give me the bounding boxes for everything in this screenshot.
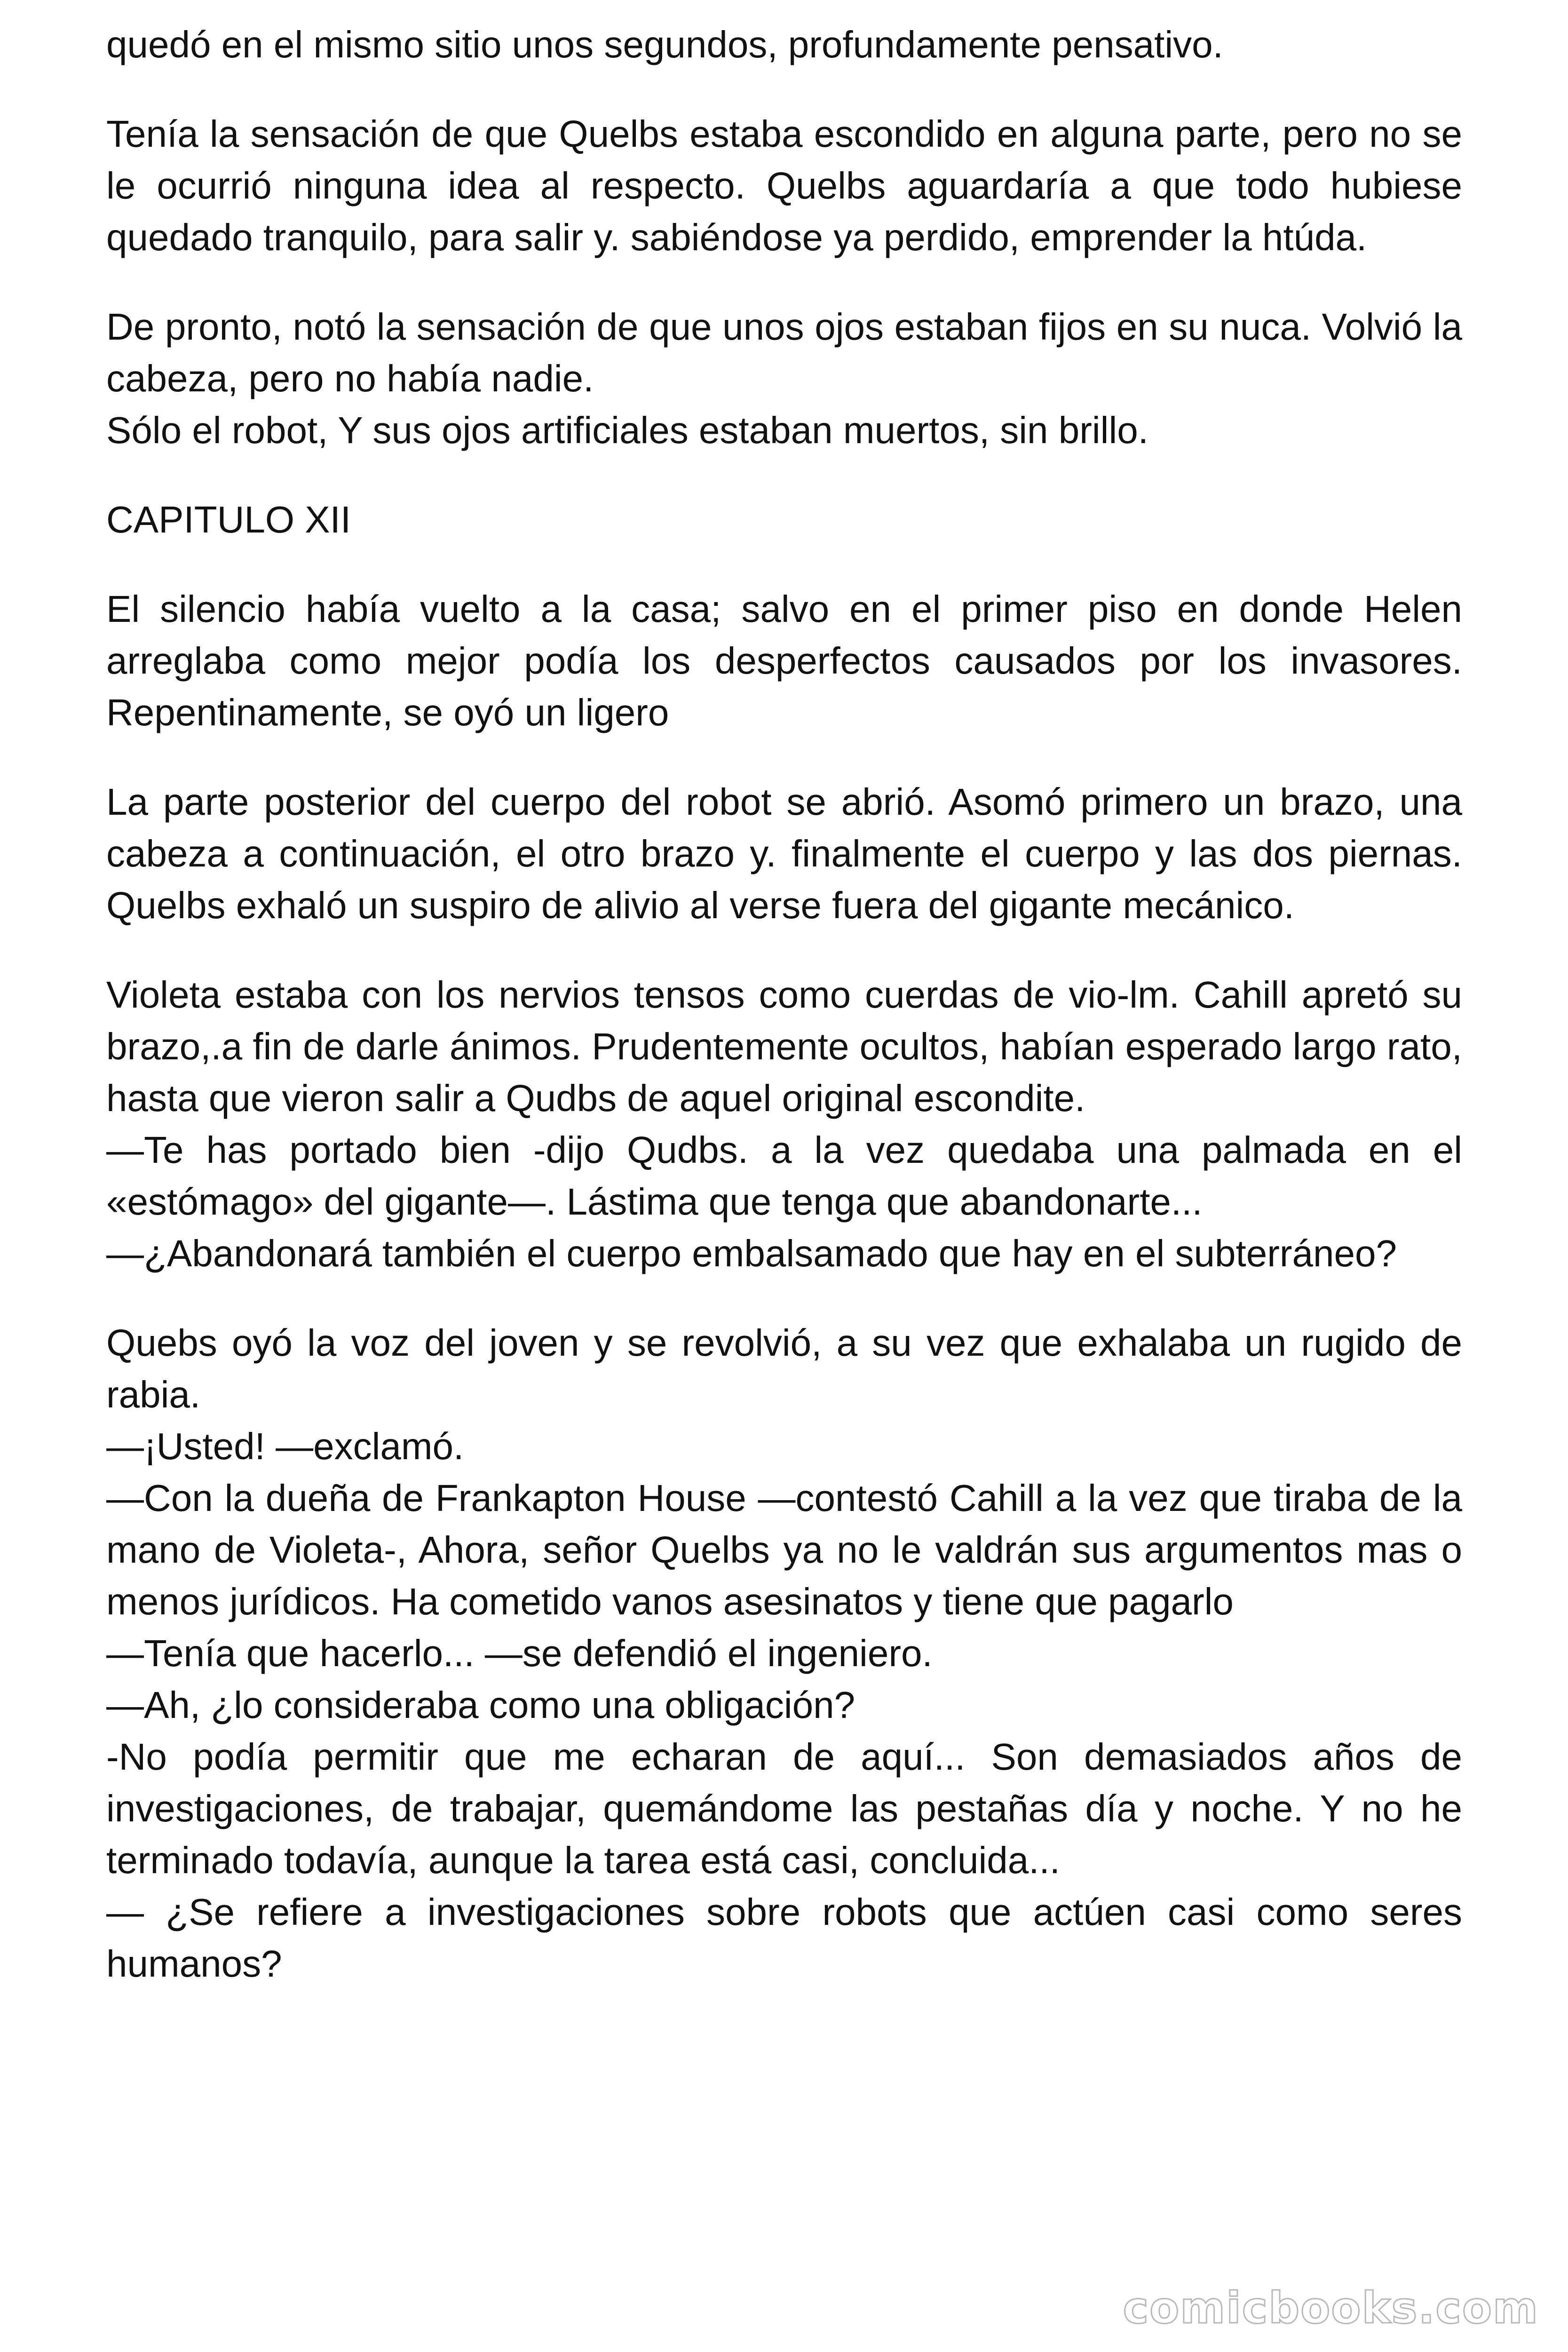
dialogue-line: -No podía permitir que me echaran de aquí... Son demasiados años de investigaciones, de trabajar, quemándome las pestañas día y noche. Y no he terminado todavía, aunque la tarea está casi, concluida... <box>106 1736 1462 1881</box>
text-line: Tenía la sensación de que Quelbs estaba escondido en alguna parte, pero no se le ocurrió ninguna idea al respecto. Quelbs aguardaría a que todo hubiese quedado tranquilo, para salir y. sabiéndose ya perdido, emprender la htúda. <box>106 113 1462 258</box>
text-line: La parte posterior del cuerpo del robot se abrió. Asomó primero un brazo, una cabeza a continuación, el otro brazo y. finalmente el cuerpo y las dos piernas. Quelbs exhaló un suspiro de alivio al verse fuera del gigante mecánico. <box>106 781 1462 926</box>
paragraph <box>106 19 1462 71</box>
text-line: Sólo el robot, Y sus ojos artificiales estaban muertos, sin brillo. <box>106 409 1148 451</box>
text-line: Quebs oyó la voz del joven y se revolvió, a su vez que exhalaba un rugido de rabia. <box>106 1322 1462 1415</box>
chapter-heading: CAPITULO XII <box>106 499 351 540</box>
paragraph <box>106 301 1462 456</box>
dialogue-line: —Con la dueña de Frankapton House —contestó Cahill a la vez que tiraba de la mano de Violeta-, Ahora, señor Quelbs ya no le valdrán sus argumentos mas o menos jurídicos. Ha cometido vanos asesinatos y tiene que pagarlo <box>106 1477 1462 1622</box>
text-line: Violeta estaba con los nervios tensos como cuerdas de vio-lm. Cahill apretó su brazo,.a fin de darle ánimos. Prudentemente ocultos, habían esperado largo rato, hasta que vieron salir a Qudbs de aquel original escondite. <box>106 974 1462 1119</box>
dialogue-line: —Ah, ¿lo consideraba como una obligación? <box>106 1684 855 1726</box>
paragraph <box>106 583 1462 739</box>
dialogue-line: —¡Usted! —exclamó. <box>106 1425 464 1467</box>
document-page <box>106 19 1462 2027</box>
text-line: quedó en el mismo sitio unos segundos, profundamente pensativo. <box>106 24 1223 65</box>
paragraph <box>106 1317 1462 1990</box>
paragraph <box>106 108 1462 263</box>
dialogue-line: —Te has portado bien -dijo Qudbs. a la vez quedaba una palmada en el «estómago» del gigante—. Lástima que tenga que abandonarte... <box>106 1129 1462 1223</box>
text-line: De pronto, notó la sensación de que unos ojos estaban fijos en su nuca. Volvió la cabeza, pero no había nadie. <box>106 306 1462 399</box>
paragraph <box>106 776 1462 931</box>
paragraph <box>106 969 1462 1279</box>
text-line: El silencio había vuelto a la casa; salvo en el primer piso en donde Helen arreglaba como mejor podía los desperfectos causados por los invasores. Repentinamente, se oyó un ligero <box>106 588 1462 733</box>
watermark: comicbooks.com <box>1123 2283 1539 2333</box>
dialogue-line: —Tenía que hacerlo... —se defendió el ingeniero. <box>106 1632 933 1674</box>
dialogue-line: —¿Abandonará también el cuerpo embalsamado que hay en el subterráneo? <box>106 1232 1397 1274</box>
dialogue-line: — ¿Se refiere a investigaciones sobre robots que actúen casi como seres humanos? <box>106 1891 1462 1985</box>
